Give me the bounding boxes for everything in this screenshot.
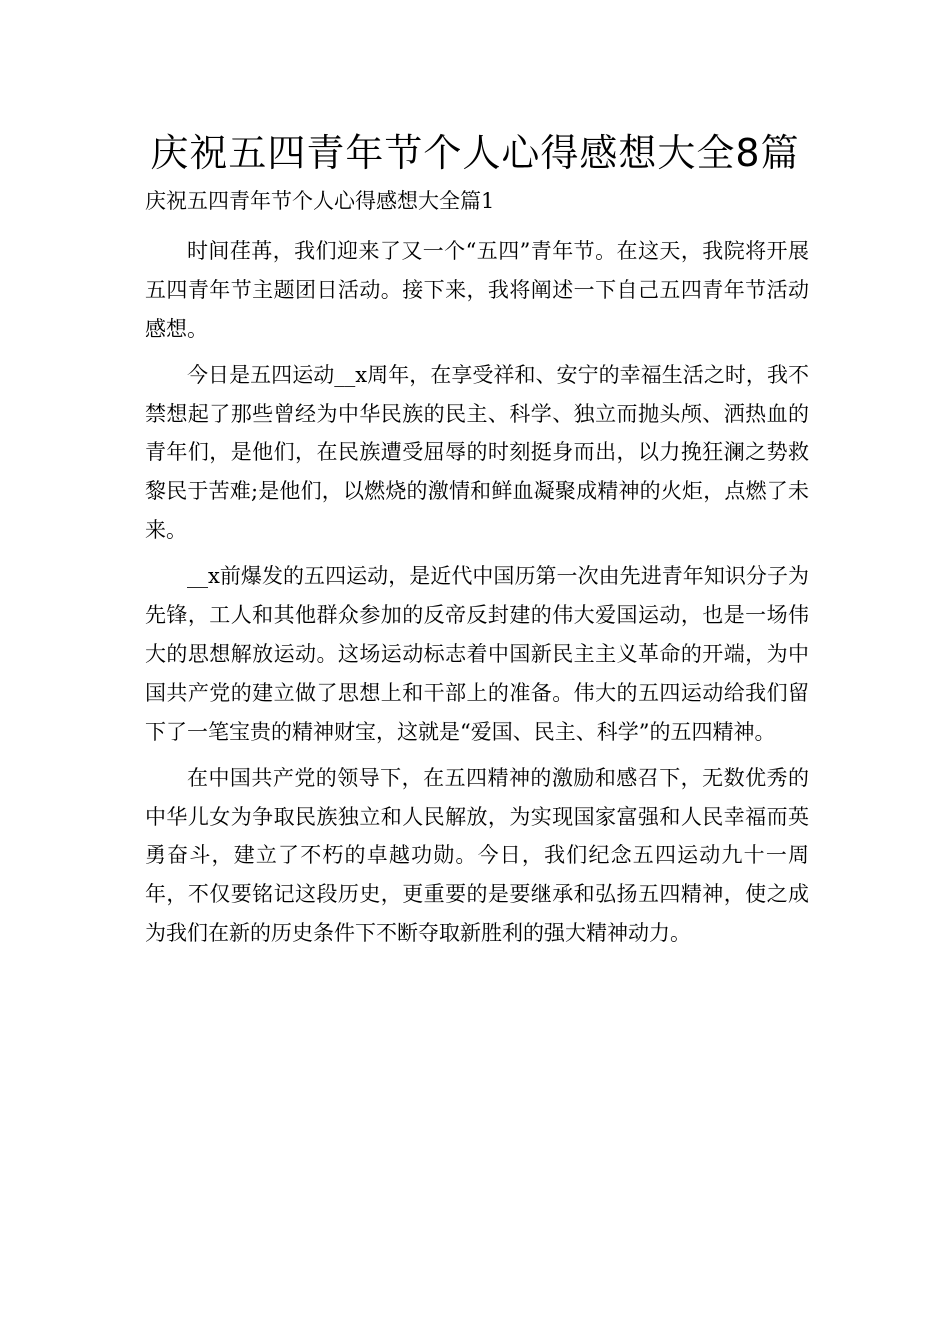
paragraph: 时间荏苒，我们迎来了又一个“五四”青年节。在这天，我院将开展五四青年节主题团日活动。接下来，我将阐述一下自己五四青年节活动感想。	[145, 239, 809, 341]
paragraph: 在中国共产党的领导下，在五四精神的激励和感召下，无数优秀的中华儿女为争取民族独立和人民解放，为实现国家富强和人民幸福而英勇奋斗，建立了不朽的卓越功勋。今日，我们纪念五四运动九十一周年，不仅要铭记这段历史，更重要的是要继承和弘扬五四精神，使之成为我们在新的历史条件下不断夺取新胜利的强大精神动力。	[145, 765, 809, 946]
section-heading: 庆祝五四青年节个人心得感想大全篇1	[145, 189, 495, 213]
document-title: 庆祝五四青年节个人心得感想大全8篇	[150, 131, 800, 175]
paragraph: 今日是五四运动__x周年，在享受祥和、安宁的幸福生活之时，我不禁想起了那些曾经为中华民族的民主、科学、独立而抛头颅、洒热血的青年们，是他们，在民族遭受屈辱的时刻挺身而出，以力挽狂澜之势救黎民于苦难;是他们，以燃烧的激情和鲜血凝聚成精神的火炬，点燃了未来。	[145, 362, 809, 543]
paragraph: __x前爆发的五四运动，是近代中国历第一次由先进青年知识分子为先锋，工人和其他群众参加的反帝反封建的伟大爱国运动，也是一场伟大的思想解放运动。这场运动标志着中国新民主主义革命的开端，为中国共产党的建立做了思想上和干部上的准备。伟大的五四运动给我们留下了一笔宝贵的精神财宝，这就是“爱国、民主、科学”的五四精神。	[145, 564, 809, 744]
body-text	[145, 232, 809, 960]
